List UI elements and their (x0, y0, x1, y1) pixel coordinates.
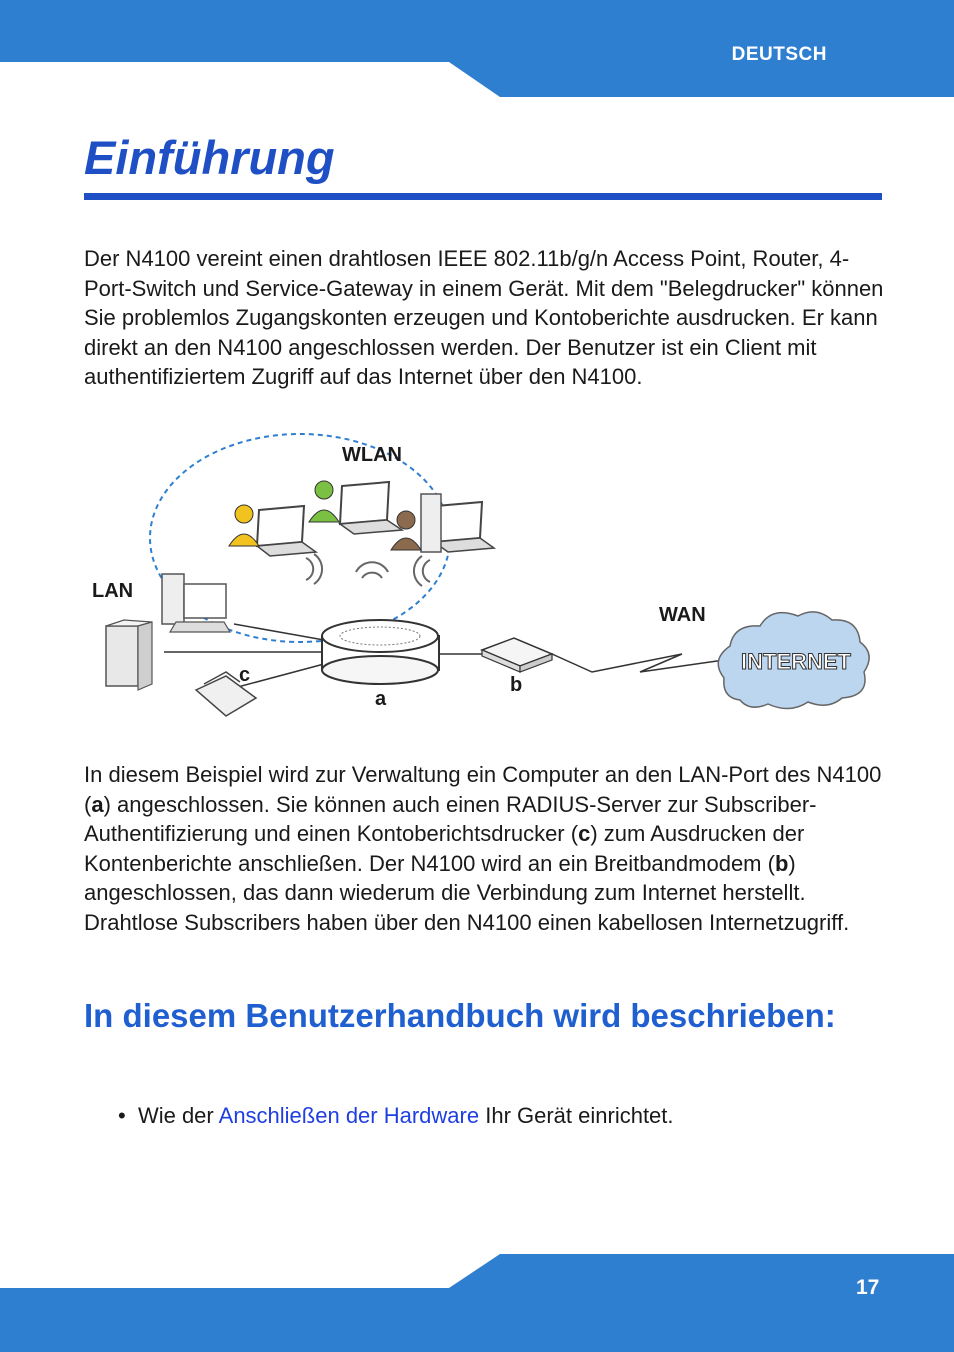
user-icon (229, 505, 259, 546)
example-ref-c: c (578, 821, 591, 847)
example-paragraph (84, 760, 884, 938)
page-number: 17 (856, 1276, 880, 1299)
wan-label: WAN (659, 604, 706, 626)
bullet-marker: • (118, 1103, 126, 1128)
bullet-item (118, 1101, 674, 1130)
label-a: a (375, 688, 387, 710)
page-title: Einführung (84, 131, 335, 184)
bullet-text-pre: Wie der (137, 1103, 219, 1128)
internet-label: INTERNET (741, 649, 851, 674)
language-label: DEUTSCH (731, 44, 827, 65)
lan-label: LAN (92, 580, 134, 602)
bullet-text-post: Ihr Gerät einrichtet. (479, 1103, 674, 1128)
laptop-icon (434, 502, 494, 552)
wireless-signal-icon (306, 554, 430, 586)
title-rule (84, 193, 882, 200)
label-b: b (510, 674, 523, 696)
example-text-1: In diesem Beispiel wird zur Verwaltung ein Computer an den LAN-Port des N4100 ( (84, 762, 882, 817)
wlan-label: WLAN (342, 444, 402, 466)
server-icon (106, 620, 152, 690)
example-ref-b: b (774, 850, 789, 876)
hardware-link[interactable]: Anschließen der Hardware (218, 1103, 480, 1128)
internet-cloud-icon (718, 612, 869, 709)
footer-band (0, 1252, 954, 1352)
section-heading: In diesem Benutzerhandbuch wird beschrieben: (84, 997, 836, 1034)
label-c: c (239, 664, 251, 686)
modem-icon (482, 638, 552, 672)
example-text-4: ) angeschlossen, das dann wiederum die Verbindung zum Internet herstellt. Drahtlose Subscribers haben über den N4100 einen kabellosen Internetzugriff. (84, 850, 850, 935)
example-text-2: ) angeschlossen. Sie können auch einen RADIUS-Server zur Subscriber-Authentifizierung und einen Kontoberichtsdrucker ( (84, 791, 817, 847)
intro-paragraph: Der N4100 vereint einen drahtlosen IEEE 802.11b/g/n Access Point, Router, 4-Port-Switch und Service-Gateway in einem Gerät. Mit dem "Belegdrucker" können Sie problemlos Zugangskonten erzeugen und Kontoberichte ausdrucken. Er kann direkt an den N4100 angeschlossen werden. Der Benutzer ist ein Client mit authentifiziertem Zugriff auf das Internet über den N4100. (84, 246, 884, 390)
laptop-icon (340, 482, 402, 534)
user-icon (309, 481, 339, 522)
router-icon (322, 620, 439, 684)
example-text-3: ) zum Ausdrucken der Kontenberichte anschließen. Der N4100 wird an ein Breitbandmodem ( (84, 821, 805, 876)
network-diagram (84, 428, 884, 748)
desktop-pc-icon (162, 574, 230, 632)
example-ref-a: a (91, 791, 104, 817)
laptop-icon (257, 506, 316, 556)
desktop-tower-icon (421, 494, 441, 552)
